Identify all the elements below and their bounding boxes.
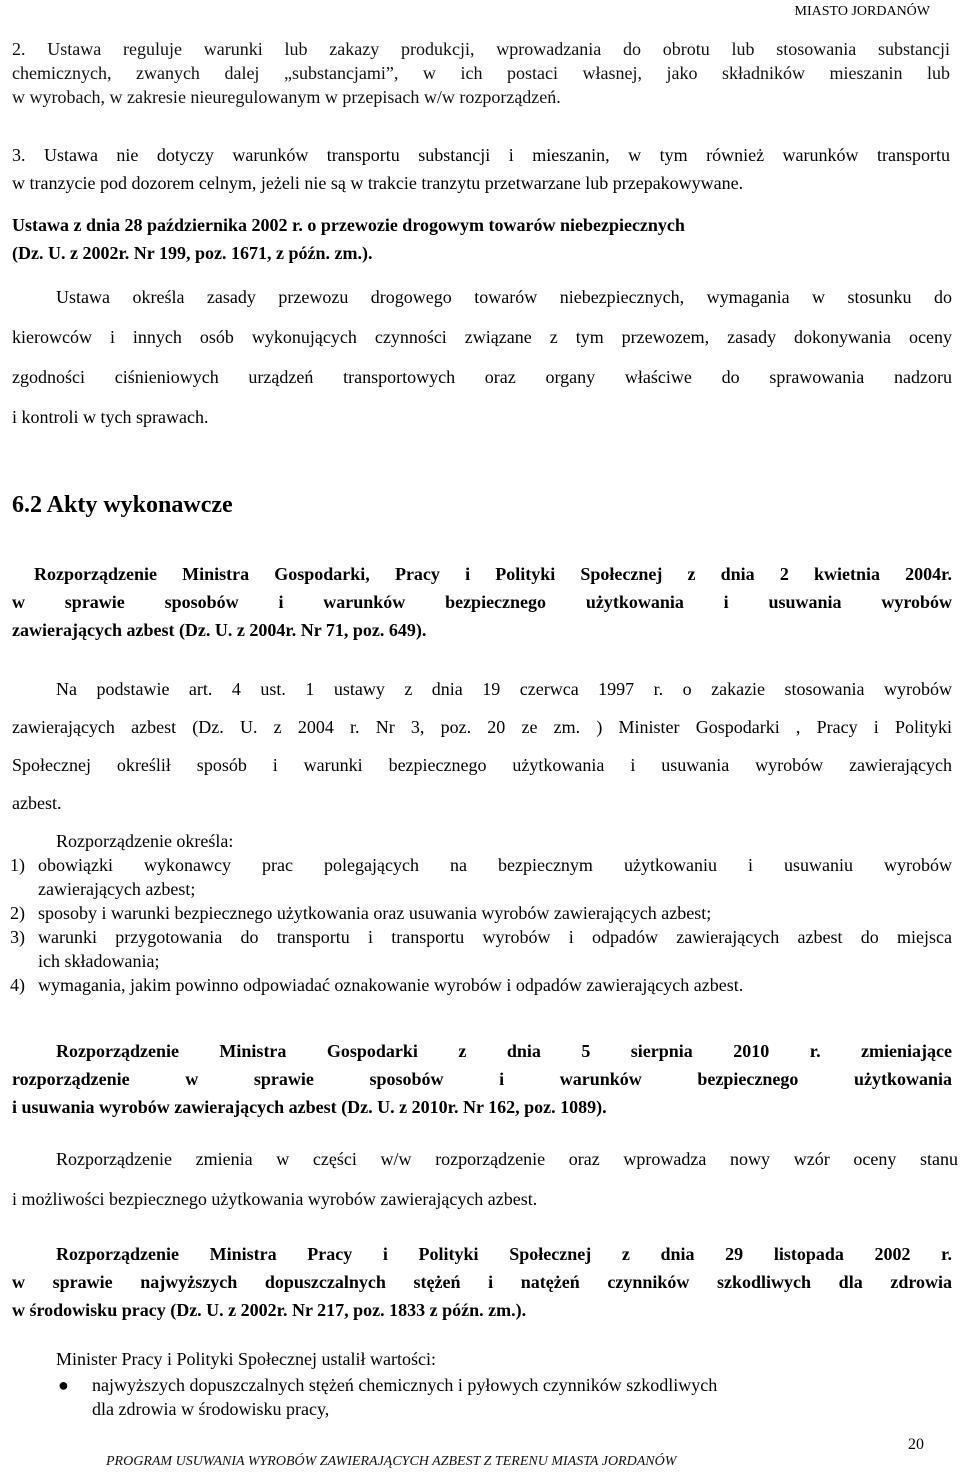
text-line: Społecznej określił sposób i warunki bezpiecznego użytkowania i usuwania wyrobów zawierających	[12, 755, 952, 775]
text-line: kierowców i innych osób wykonujących czynności związane z tym przewozem, zasady dokonywania oceny	[12, 327, 952, 347]
heading-line: rozporządzenie w sprawie sposobów i warunków bezpiecznego użytkowania	[12, 1069, 952, 1089]
list-item	[0, 974, 952, 998]
list-number: 1)	[10, 855, 25, 875]
list-item	[0, 854, 952, 902]
text-line: ich składowania;	[38, 951, 160, 971]
regulation-body	[12, 678, 952, 830]
text-line: i możliwości bezpiecznego użytkowania wyrobów zawierających azbest.	[12, 1189, 538, 1209]
text-line: warunki przygotowania do transportu i transportu wyrobów i odpadów zawierających azbest do miejsca	[38, 927, 952, 947]
heading-line: w sprawie sposobów i warunków bezpiecznego użytkowania i usuwania wyrobów	[12, 592, 952, 612]
heading-line: Ustawa z dnia 28 października 2002 r. o przewozie drogowym towarów niebezpiecznych	[12, 215, 685, 235]
law-heading	[12, 214, 912, 270]
heading-line: w sprawie najwyższych dopuszczalnych stężeń i natężeń czynników szkodliwych dla zdrowia	[12, 1272, 952, 1292]
text-line: najwyższych dopuszczalnych stężeń chemicznych i pyłowych czynników szkodliwych	[92, 1375, 718, 1395]
regulation-heading	[12, 1040, 952, 1124]
page-number: 20	[908, 1436, 924, 1453]
text-line: Na podstawie art. 4 ust. 1 ustawy z dnia 19 czerwca 1997 r. o zakazie stosowania wyrobów	[56, 679, 952, 699]
text-line: obowiązki wykonawcy prac polegających na bezpiecznym użytkowaniu i usuwaniu wyrobów	[38, 855, 952, 875]
text-line: Rozporządzenie zmienia w części w/w rozporządzenie oraz wprowadza nowy wzór oceny stanu	[56, 1149, 958, 1169]
regulation-heading	[12, 1243, 952, 1327]
list-number: 4)	[10, 975, 25, 995]
regulation-body	[12, 1148, 958, 1228]
running-header: MIASTO JORDANÓW	[794, 4, 930, 19]
heading-line: (Dz. U. z 2002r. Nr 199, poz. 1671, z późn. zm.).	[12, 243, 373, 263]
text-line: zawierających azbest (Dz. U. z 2004 r. Nr 3, poz. 20 ze zm. ) Minister Gospodarki , Pracy i Polityki	[12, 717, 952, 737]
regulation-heading	[12, 563, 952, 647]
text-line: sposoby i warunki bezpiecznego użytkowania oraz usuwania wyrobów zawierających azbest;	[38, 903, 712, 923]
bullet-list	[0, 1374, 952, 1422]
heading-line: zawierających azbest (Dz. U. z 2004r. Nr 71, poz. 649).	[12, 620, 427, 640]
list-number: 2)	[10, 903, 25, 923]
text-line: i kontroli w tych sprawach.	[12, 407, 209, 427]
text-line: Ustawa określa zasady przewozu drogowego towarów niebezpiecznych, wymagania w stosunku do	[56, 287, 952, 307]
list-item	[0, 902, 952, 926]
list-number: 3)	[10, 927, 25, 947]
text-line: 3. Ustawa nie dotyczy warunków transportu substancji i mieszanin, w tym również warunków transportu	[12, 145, 950, 165]
law-body	[12, 286, 952, 446]
paragraph-2	[12, 38, 950, 110]
heading-line: Rozporządzenie Ministra Gospodarki z dnia 5 sierpnia 2010 r. zmieniające	[56, 1041, 952, 1061]
heading-line: i usuwania wyrobów zawierających azbest (Dz. U. z 2010r. Nr 162, poz. 1089).	[12, 1097, 607, 1117]
text-line: azbest.	[12, 793, 62, 813]
list-item	[0, 926, 952, 974]
text-line: w wyrobach, w zakresie nieuregulowanym w przepisach w/w rozporządzeń.	[12, 87, 561, 107]
text-line: zgodności ciśnieniowych urządzeń transportowych oraz organy właściwe do sprawowania nadzoru	[12, 367, 952, 387]
text-line: zawierających azbest;	[38, 879, 196, 899]
text-line: dla zdrowia w środowisku pracy,	[92, 1399, 330, 1419]
heading-line: Rozporządzenie Ministra Pracy i Polityki Społecznej z dnia 29 listopada 2002 r.	[56, 1244, 952, 1264]
list-intro: Rozporządzenie określa:	[56, 831, 234, 851]
text-line: wymagania, jakim powinno odpowiadać oznakowanie wyrobów i odpadów zawierających azbest.	[38, 975, 744, 995]
paragraph-3	[12, 144, 950, 200]
heading-line: w środowisku pracy (Dz. U. z 2002r. Nr 217, poz. 1833 z późn. zm.).	[12, 1300, 527, 1320]
regulation-intro: Minister Pracy i Polityki Społecznej ustalił wartości:	[56, 1349, 436, 1369]
text-line: 2. Ustawa reguluje warunki lub zakazy produkcji, wprowadzania do obrotu lub stosowania substancji	[12, 39, 950, 59]
section-title: 6.2 Akty wykonawcze	[12, 492, 233, 518]
footer-program-title: PROGRAM USUWANIA WYROBÓW ZAWIERAJĄCYCH AZBEST Z TERENU MIASTA JORDANÓW	[106, 1454, 677, 1469]
regulation-scope	[0, 830, 952, 998]
text-line: w tranzycie pod dozorem celnym, jeżeli nie są w trakcie tranzytu przetwarzane lub przepakowywane.	[12, 173, 744, 193]
bullet-icon: ●	[58, 1375, 69, 1395]
heading-line: Rozporządzenie Ministra Gospodarki, Pracy i Polityki Społecznej z dnia 2 kwietnia 2004r.	[34, 564, 952, 584]
text-line: chemicznych, zwanych dalej „substancjami”, w ich postaci własnej, jako składników mieszanin lub	[12, 63, 950, 83]
